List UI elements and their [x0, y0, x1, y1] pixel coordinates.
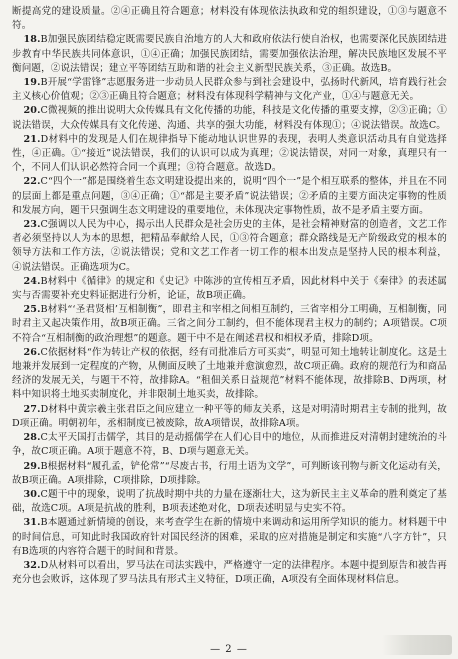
- answer-item: [12, 275, 447, 303]
- answer-item: [12, 488, 447, 516]
- intro-paragraph: 断提高党的建设质量。②④正确且符合题意；材料没有体现依法执政和党的组织建设，①③与题意不符。: [12, 6, 447, 32]
- answer-number: 26.: [23, 346, 41, 358]
- answer-text: C强调以人民为中心，揭示出人民群众是社会历史的主体，是社会精神财富的创造者，文艺工作者必须坚持以人为本的思想，把精品奉献给人民，①③符合题意；群众路线是无产阶级政党的根本的领导方法和工作方法，②说法错误；党和文艺工作者一切工作的根本出发点是坚持人民的根本利益，④说法错误。正确选项为C。: [12, 219, 447, 273]
- answer-text: B材料“‘圣君贤相’互相制衡”，即君主和宰相之间相互制约，三省宰相分工明确，互相制衡，同时君主又起决策作用，故B项正确。三省之间分工制约，但不能体现君主权力的制约；A项错误。C项不符合“互相制衡的政治理想”的题意。题干中不是在阐述君权和相权矛盾，排除D项。: [12, 304, 447, 344]
- watermark-stamp: [382, 635, 452, 655]
- answer-item: [12, 218, 447, 275]
- answer-text: D材料中的发现是人们在规律指导下能动地认识世界的表现，表明人类意识活动具有自觉选择性，④正确。①“接近”说法错误，我们的认识可以成为真理；②说法错误，对同一对象，真理只有一个，不同人们认识必然符合同一个真理；③符合题意。故选D。: [12, 133, 447, 174]
- answer-text: D材料中黄宗羲主张君臣之间应建立一种平等的师友关系，这是对明清时期君主专制的批判，故D项正确。明朝初年，丞相制度已被废除，故A项错误，故排除A项。: [12, 403, 447, 429]
- answer-text: C题干中的现象，说明了抗战时期中共的力量在逐渐壮大，这为新民主主义革命的胜利奠定了基础，故选C项。A项是抗战的胜利，B项表述绝对化，D项表述明显与史实不符。: [12, 488, 447, 515]
- answer-number: 25.: [23, 304, 41, 316]
- answer-number: 30.: [23, 488, 41, 500]
- answer-item: [12, 175, 447, 218]
- answer-item: [12, 460, 447, 488]
- answer-list: [12, 33, 447, 587]
- answer-number: 31.: [23, 517, 41, 529]
- answer-text: C“四个一”都是围绕着生态文明建设提出来的，说明“四个一”是个相互联系的整体，并且在不同的层面上都是重点问题，③④正确；①“都是主要矛盾”说法错误；②矛盾的主要方面决定事物的性质和发展方向，题干只强调生态文明建设的重要地位，未体现决定事物性质，故不是矛盾主要方面。: [12, 176, 447, 216]
- answer-number: 18.: [23, 34, 41, 46]
- answer-number: 20.: [23, 105, 41, 117]
- answer-item: [12, 33, 447, 76]
- answer-item: [12, 133, 447, 176]
- answer-number: 28.: [23, 432, 41, 444]
- answer-text: D从材料可以看出，罗马法在司法实践中，严格遵守一定的法律程序。本题中提到原告和被告再充分也会败诉，这体现了罗马法具有形式主义特征，D项正确，A项没有全面体现材料信息。: [12, 559, 447, 586]
- answer-number: 29.: [23, 460, 41, 472]
- answer-item: [12, 346, 447, 403]
- answer-item: [12, 104, 447, 132]
- answer-item: [12, 303, 447, 346]
- answer-text: C微视频的推出说明大众传媒具有文化传播的功能，科技是文化传播的重要支撑，②③正确；①说法错误，大众传媒具有文化传递、沟通、共享的强大功能，材料没有体现①；④说法错误。故选C。: [12, 105, 447, 131]
- answer-text: B根据材料“履孔孟，铲伦常”“尽废古书，行用土语为文学”，可判断该刊物与新文化运动有关，故B项正确。A项排除，C项排除，D项排除。: [12, 460, 447, 486]
- answer-number: 19.: [23, 77, 41, 89]
- answer-item: [12, 403, 447, 431]
- answer-text: C太平天国打击儒学，其目的是动摇儒学在人们心目中的地位，从而推进反对清朝封建统治的斗争，故C项正确。A项于题意不符，B、D项与题意无关。: [12, 432, 447, 458]
- answer-number: 24.: [23, 275, 41, 287]
- answer-item: [12, 76, 447, 104]
- answer-item: [12, 559, 447, 587]
- answer-text: B开展“学雷锋”志愿服务进一步动员人民群众参与到社会建设中，弘扬时代新风，培育践行社会主义核心价值观；②③正确且符合题意；材料没有体现科学精神与文化产业，①④与题意无关。: [12, 77, 447, 103]
- answer-text: B材料中《循律》的规定和《史记》中陈涉的宣传相互矛盾，因此材料中关于《秦律》的表述属实与否需要补充史料证据进行分析，论证，故B项正确。: [12, 275, 447, 302]
- answer-item: [12, 431, 447, 459]
- answer-number: 27.: [23, 403, 41, 415]
- answer-text: C依据材料“作为转让产权的依据，经有司批准后方可买卖”，明显可知土地转让制度化。这是土地兼并发展到一定程度的产物，从侧面反映了土地兼并愈演愈烈，故C项正确。政府的规范行为和商品经济的发展无关，与题干不符，故排除A。“租佃关系日益规范”材料不能体现，故排除B、D两项，材料中知识将土地买卖制度化，并非限制土地买卖，故排除。: [12, 346, 447, 401]
- answer-item: [12, 516, 447, 559]
- answer-text: B本题通过新情境的创设，来考查学生在新的情境中来调动和运用所学知识的能力。材料题干中的时间信息，可知此时我国政府针对国民经济的困难，采取的应对措施是制定和实施“八字方针”，只有B选项的内容符合题干的时间和背景。: [12, 517, 447, 557]
- page-number: — 2 —: [210, 644, 248, 655]
- answer-number: 21.: [23, 133, 41, 145]
- answer-number: 22.: [23, 176, 41, 188]
- answer-number: 32.: [23, 559, 41, 571]
- answer-number: 23.: [23, 219, 41, 231]
- answer-text: B加强民族团结稳定既需要民族自治地方的人大和政府依法行使自治权，也需要深化民族团结进步教育中华民族共同体意识，①④正确；加强民族团结，需要加强依法治理，解决民族地区发展不平衡问题，②说法错误；建立平等团结互助和谐的社会主义新型民族关系，③正确。故选B。: [12, 34, 447, 74]
